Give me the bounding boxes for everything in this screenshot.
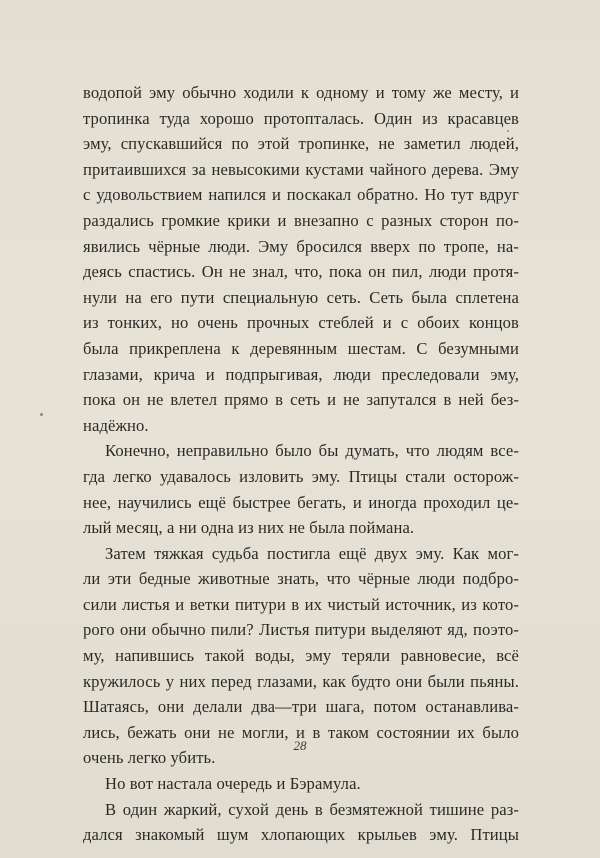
text-line: деясь спастись. Он не знал, что, пока он пил, люди протя- [83, 262, 519, 282]
paragraph-start-line: В один жаркий, сухой день в безмятежной тишине раз- [105, 799, 519, 819]
text-line: му, напившись такой воды, эму теряли равновесие, всё [83, 646, 519, 666]
text-line: ли эти бедные животные знать, что чёрные люди подбро- [83, 569, 519, 589]
text-line: раздались громкие крики и внезапно с разных сторон по- [83, 210, 519, 230]
text-line: рого они обычно пили? Листья питури выделяют яд, поэто- [83, 620, 519, 640]
text-line: лись, бежать они не могли, и в таком состоянии их было [83, 722, 519, 742]
text-line: нее, научились ещё быстрее бегать, и иногда проходил це- [83, 492, 519, 512]
text-line: глазами, крича и подпрыгивая, люди преследовали эму, [83, 364, 519, 384]
paragraph-start-line: Но вот настала очередь и Бэрамула. [105, 774, 361, 794]
paper-speck [40, 413, 43, 416]
body-text [83, 80, 519, 848]
text-line: эму, спускавшийся по этой тропинке, не заметил людей, [83, 134, 519, 154]
text-line: из тонких, но очень прочных стеблей и с обоих концов [83, 313, 519, 333]
text-line: гда легко удавалось изловить эму. Птицы стали осторож- [83, 466, 519, 486]
text-line: с удовольствием напился и поскакал обратно. Но тут вдруг [83, 185, 519, 205]
text-line: водопой эму обычно ходили к одному и тому же месту, и [83, 83, 519, 102]
text-line: нули на его пути специальную сеть. Сеть была сплетена [83, 287, 519, 307]
text-line: пока он не влетел прямо в сеть и не запутался в ней без- [83, 390, 519, 410]
paragraph-start-line: Конечно, неправильно было бы думать, что людям все- [105, 441, 519, 461]
text-line: очень легко убить. [83, 748, 216, 768]
text-line: была прикреплена к деревянным шестам. С безумными [83, 338, 519, 358]
page-number: 28 [293, 738, 307, 753]
text-line: явились чёрные люди. Эму бросился вверх по тропе, на- [83, 236, 519, 256]
text-line: кружилось у них перед глазами, как будто они были пьяны. [83, 671, 519, 691]
text-line: дался знакомый шум хлопающих крыльев эму. Птицы [83, 825, 519, 845]
text-line: лый месяц, а ни одна из них не была поймана. [83, 518, 415, 538]
paper-speck [507, 130, 509, 132]
text-line: сили листья и ветки питури в их чистый источник, из кото- [83, 594, 519, 614]
text-line: Шатаясь, они делали два—три шага, потом останавлива- [83, 697, 519, 717]
text-line: тропинка туда хорошо протопталась. Один из красавцев [83, 108, 519, 128]
text-line: надёжно. [83, 415, 149, 435]
paragraph-start-line: Затем тяжкая судьба постигла ещё двух эму. Как мог- [105, 543, 519, 563]
text-line: притаившихся за невысокими кустами чайного дерева. Эму [83, 159, 519, 179]
